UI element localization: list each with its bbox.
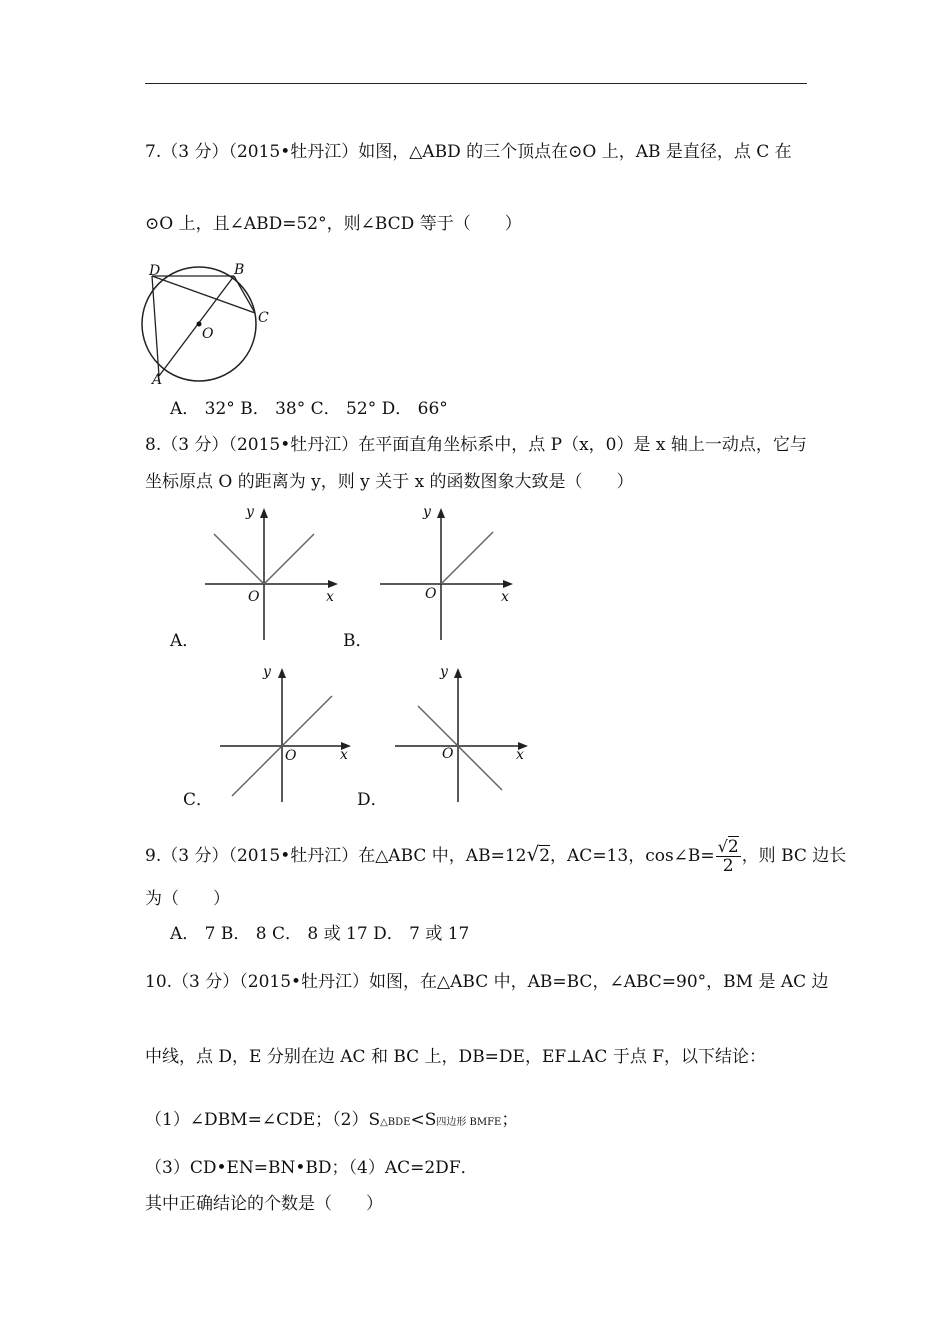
graph-line xyxy=(418,706,502,790)
q7-circle-figure xyxy=(135,258,280,388)
axis-y-label: y xyxy=(440,664,448,680)
q9-text-line1 xyxy=(145,838,846,875)
q10-text-line4: （3）CD•EN=BN•BD；（4）AC=2DF． xyxy=(145,1158,478,1178)
axis-x-label: x xyxy=(340,747,348,763)
q9-text-line2: 为（ ） xyxy=(145,889,230,909)
axis-x-label: x xyxy=(516,747,524,763)
label-o: O xyxy=(202,326,214,342)
q7-text-line1: 7.（3 分）（2015•牡丹江）如图，△ABD 的三个顶点在⊙O 上，AB 是直径，点 C 在 xyxy=(145,142,792,162)
frac-denominator: 2 xyxy=(722,856,734,876)
q9-choices: A． 7 B． 8 C． 8 或 17 D． 7 或 17 xyxy=(170,924,470,944)
label-b: B xyxy=(234,262,245,278)
q9-suffix: ，则 BC 边长 xyxy=(741,846,847,866)
axis-x-label: x xyxy=(501,589,509,605)
label-a: A xyxy=(152,372,163,388)
sqrt-ab: √2 xyxy=(526,842,551,866)
graph-a xyxy=(200,500,350,645)
q10-text-line2: 中线，点 D，E 分别在边 AC 和 BC 上，DB=DE，EF⊥AC 于点 F，以下结论： xyxy=(145,1047,767,1067)
x-arrow-icon xyxy=(503,580,513,588)
axis-x-label: x xyxy=(326,589,334,605)
graph-b xyxy=(375,500,525,645)
graph-line-right xyxy=(264,534,314,584)
y-arrow-icon xyxy=(437,508,445,518)
origin-label: O xyxy=(285,748,297,764)
segment-dc xyxy=(152,276,255,313)
graph-line-left xyxy=(214,534,264,584)
label-c: C xyxy=(258,310,269,326)
graph-c-label: C． xyxy=(183,790,214,810)
label-d: D xyxy=(149,263,161,279)
graph-c xyxy=(215,660,365,805)
fraction-cos xyxy=(716,838,741,875)
axis-y-label: y xyxy=(423,504,431,520)
graph-line-ray xyxy=(441,532,493,584)
q10-text-line1: 10.（3 分）（2015•牡丹江）如图，在△ABC 中，AB=BC，∠ABC=90°，BM 是 AC 边 xyxy=(145,972,829,992)
axis-y-label: y xyxy=(263,664,271,680)
graph-d xyxy=(390,660,540,805)
subscript-bde: △BDE xyxy=(380,1117,411,1128)
y-arrow-icon xyxy=(278,668,286,678)
center-dot xyxy=(197,322,202,327)
q9-mid: ，AC=13，cos∠B= xyxy=(550,846,715,866)
segment-ab xyxy=(159,276,234,376)
subscript-bmfe: 四边形 BMFE xyxy=(436,1117,502,1128)
y-arrow-icon xyxy=(454,668,462,678)
graph-d-label: D． xyxy=(357,790,388,810)
origin-label: O xyxy=(425,586,437,602)
header-rule xyxy=(145,83,807,84)
q10-text-line3: （1）∠DBM=∠CDE；（2）S△BDE<S四边形 BMFE； xyxy=(145,1110,519,1130)
axis-y-label: y xyxy=(246,504,254,520)
graph-a-label: A． xyxy=(170,631,200,651)
graph-b-label: B． xyxy=(343,631,373,651)
x-arrow-icon xyxy=(328,580,338,588)
y-arrow-icon xyxy=(260,508,268,518)
q8-text-line1: 8.（3 分）（2015•牡丹江）在平面直角坐标系中，点 P（x，0）是 x 轴上一动点，它与 xyxy=(145,435,807,455)
q7-text-line2: ⊙O 上，且∠ABD=52°，则∠BCD 等于（ ） xyxy=(145,214,522,234)
q9-prefix: 9.（3 分）（2015•牡丹江）在△ABC 中，AB=12 xyxy=(145,846,527,866)
origin-label: O xyxy=(442,746,454,762)
q10-text-line5: 其中正确结论的个数是（ ） xyxy=(145,1194,383,1214)
segment-bc xyxy=(234,276,255,313)
origin-label: O xyxy=(248,589,260,605)
sqrt-arg: 2 xyxy=(539,846,551,866)
q8-text-line2: 坐标原点 O 的距离为 y，则 y 关于 x 的函数图象大致是（ ） xyxy=(145,472,634,492)
frac-numerator: √2 xyxy=(717,837,739,857)
q7-choices: A． 32° B． 38° C． 52° D． 66° xyxy=(170,399,448,419)
